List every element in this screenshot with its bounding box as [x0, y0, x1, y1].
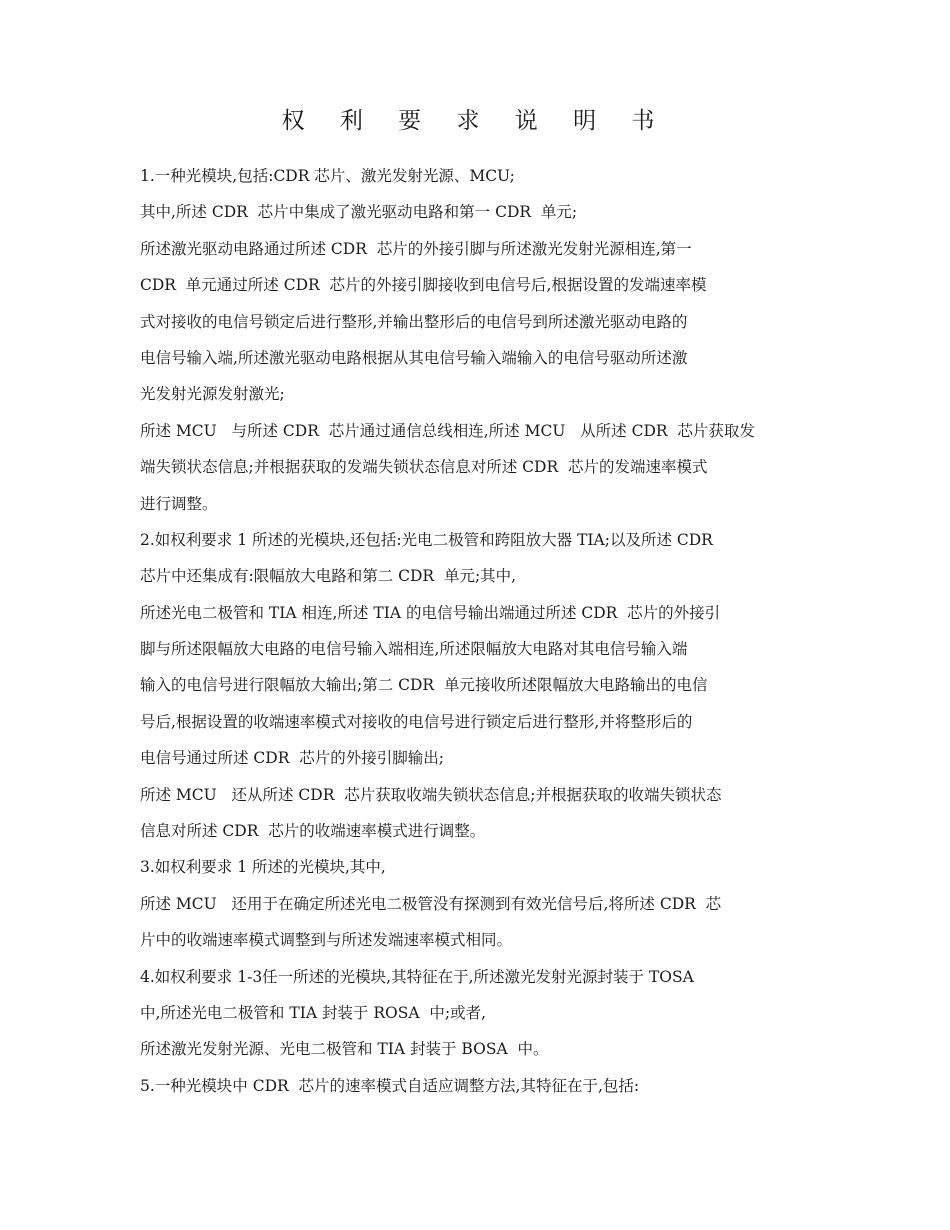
text-line: 所述激光发射光源、光电二极管和 TIA 封装于 BOSA 中。	[140, 1040, 549, 1059]
text-line: 中,所述光电二极管和 TIA 封装于 ROSA 中;或者,	[140, 1003, 487, 1022]
text-line: CDR 单元通过所述 CDR 芯片的外接引脚接收到电信号后,根据设置的发端速率模	[140, 276, 707, 295]
text-line: 所述光电二极管和 TIA 相连,所述 TIA 的电信号输出端通过所述 CDR 芯片的外接引	[140, 603, 721, 622]
text-line: 5.一种光模块中 CDR 芯片的速率模式自适应调整方法,其特征在于,包括:	[140, 1076, 640, 1095]
text-line: 片中的收端速率模式调整到与所述发端速率模式相同。	[140, 931, 513, 950]
text-line: 输入的电信号进行限幅放大输出;第二 CDR 单元接收所述限幅放大电路输出的电信	[140, 676, 708, 695]
text-line: 进行调整。	[140, 494, 218, 513]
text-line: 脚与所述限幅放大电路的电信号输入端相连,所述限幅放大电路对其电信号输入端	[140, 640, 688, 659]
text-line: 其中,所述 CDR 芯片中集成了激光驱动电路和第一 CDR 单元;	[140, 203, 578, 222]
text-line: 光发射光源发射激光;	[140, 385, 285, 404]
document-title: 权 利 要 求 说 明 书	[281, 108, 669, 134]
text-line: 所述激光驱动电路通过所述 CDR 芯片的外接引脚与所述激光发射光源相连,第一	[140, 239, 692, 258]
text-line: 4.如权利要求 1-3任一所述的光模块,其特征在于,所述激光发射光源封装于 TOSA	[140, 967, 694, 986]
text-line: 式对接收的电信号锁定后进行整形,并输出整形后的电信号到所述激光驱动电路的	[140, 312, 688, 331]
text-line: 2.如权利要求 1 所述的光模块,还包括:光电二极管和跨阻放大器 TIA;以及所述 CDR	[140, 530, 713, 549]
claims-body	[140, 158, 820, 1104]
text-line: 电信号输入端,所述激光驱动电路根据从其电信号输入端输入的电信号驱动所述激	[140, 348, 688, 367]
text-line: 电信号通过所述 CDR 芯片的外接引脚输出;	[140, 749, 444, 768]
text-line: 3.如权利要求 1 所述的光模块,其中,	[140, 858, 386, 877]
text-line: 端失锁状态信息;并根据获取的发端失锁状态信息对所述 CDR 芯片的发端速率模式	[140, 458, 708, 477]
text-line: 信息对所述 CDR 芯片的收端速率模式进行调整。	[140, 822, 486, 841]
text-line: 所述 MCU 还从所述 CDR 芯片获取收端失锁状态信息;并根据获取的收端失锁状态	[140, 785, 722, 804]
text-line: 号后,根据设置的收端速率模式对接收的电信号进行锁定后进行整形,并将整形后的	[140, 712, 693, 731]
text-line: 所述 MCU 还用于在确定所述光电二极管没有探测到有效光信号后,将所述 CDR 芯	[140, 894, 722, 913]
text-line: 1.一种光模块,包括:CDR 芯片、激光发射光源、MCU;	[140, 167, 515, 185]
text-line: 所述 MCU 与所述 CDR 芯片通过通信总线相连,所述 MCU 从所述 CDR 芯片获取发	[140, 421, 755, 440]
text-line: 芯片中还集成有:限幅放大电路和第二 CDR 单元;其中,	[140, 567, 517, 586]
